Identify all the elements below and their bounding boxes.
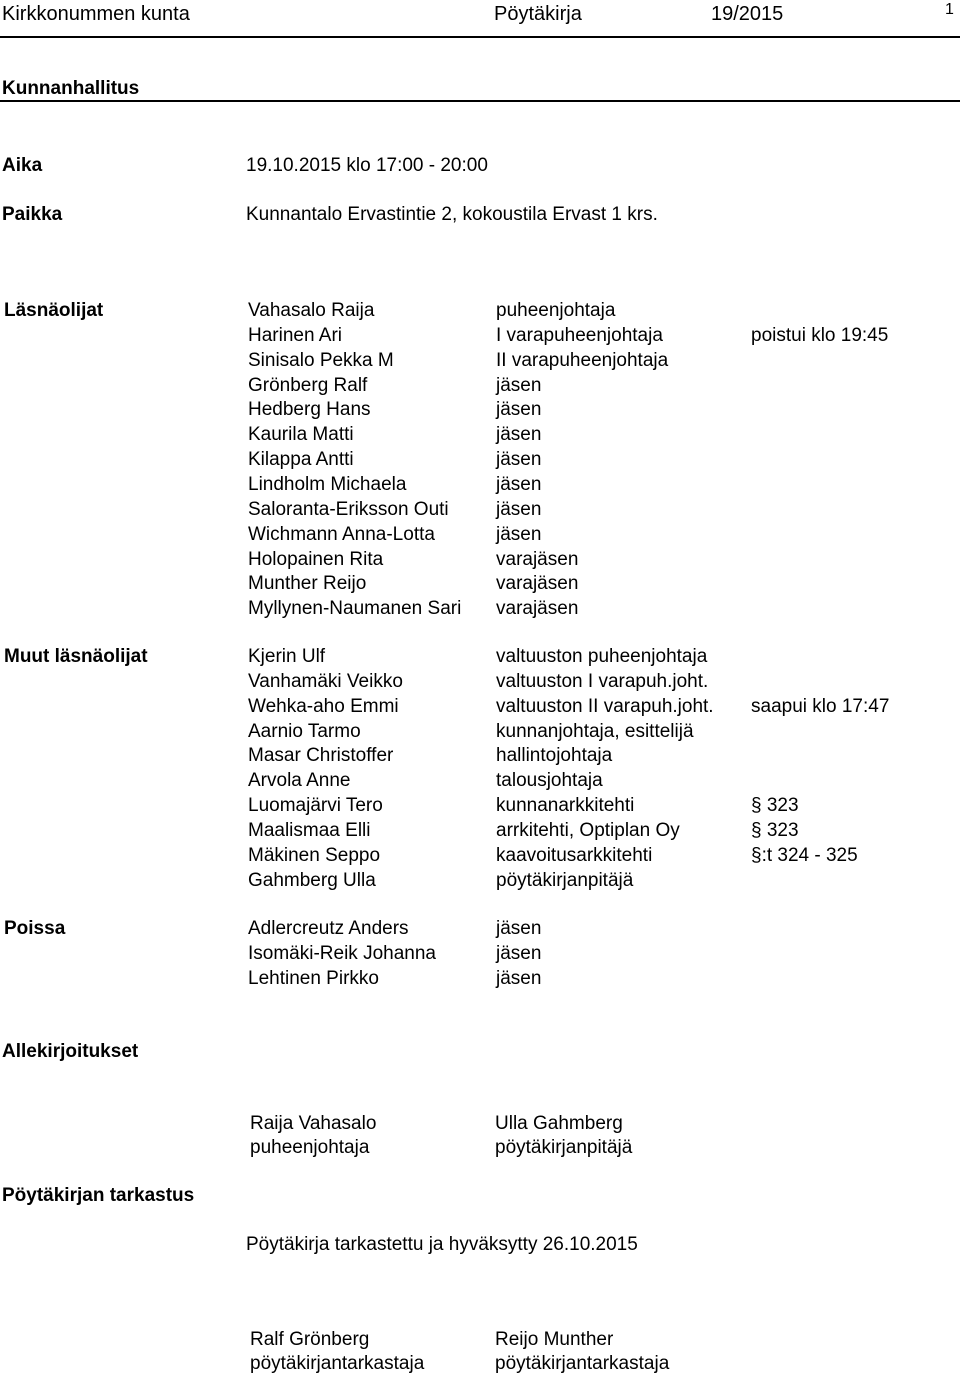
- document-number: 19/2015: [711, 3, 784, 25]
- signer2-role: pöytäkirjanpitäjä: [495, 1137, 633, 1158]
- participant-row: [0, 919, 960, 944]
- reviewer1-name: Ralf Grönberg: [250, 1329, 370, 1350]
- participant-row: [0, 550, 960, 575]
- participant-role: arrkitehti, Optiplan Oy: [496, 819, 680, 841]
- participant-row: [0, 475, 960, 500]
- participant-role: pöytäkirjanpitäjä: [496, 869, 634, 891]
- participant-role: II varapuheenjohtaja: [496, 349, 669, 371]
- participant-name: Wichmann Anna-Lotta: [248, 523, 435, 545]
- participant-role: jäsen: [496, 918, 542, 939]
- reviewer2-role: pöytäkirjantarkastaja: [495, 1353, 670, 1374]
- participant-name: Grönberg Ralf: [248, 374, 368, 396]
- participant-role: varajäsen: [496, 548, 579, 570]
- document-type: Pöytäkirja: [494, 3, 582, 25]
- signer1-name: Raija Vahasalo: [250, 1113, 377, 1134]
- participant-row: [0, 500, 960, 525]
- participant-name: Lehtinen Pirkko: [248, 967, 379, 989]
- participant-name: Sinisalo Pekka M: [248, 349, 394, 371]
- participant-row: [0, 425, 960, 450]
- participant-name: Holopainen Rita: [248, 548, 384, 570]
- participant-role: puheenjohtaja: [496, 300, 616, 321]
- participant-role: valtuuston I varapuh.joht.: [496, 670, 709, 692]
- participant-row: [0, 376, 960, 401]
- signer1-role: puheenjohtaja: [250, 1137, 370, 1158]
- participant-name: Adlercreutz Anders: [248, 918, 409, 939]
- participant-role: jäsen: [496, 424, 542, 446]
- participant-role: jäsen: [496, 942, 542, 964]
- participant-role: jäsen: [496, 523, 542, 545]
- municipality-name: Kirkkonummen kunta: [2, 3, 190, 25]
- participant-name: Arvola Anne: [248, 770, 351, 792]
- participant-row: [0, 846, 960, 871]
- participant-name: Munther Reijo: [248, 573, 367, 595]
- participant-role: jäsen: [496, 498, 542, 520]
- participant-note: § 323: [751, 795, 799, 817]
- signatures-label: Allekirjoitukset: [2, 1041, 139, 1062]
- participant-row: [0, 796, 960, 821]
- participant-role: kaavoitusarkkitehti: [496, 844, 653, 866]
- participant-name: Harinen Ari: [248, 324, 342, 346]
- participant-name: Kaurila Matti: [248, 424, 354, 446]
- participant-name: Wehka-aho Emmi: [248, 695, 399, 717]
- participant-row: [0, 722, 960, 747]
- participant-name: Kilappa Antti: [248, 449, 354, 471]
- participant-row: [0, 400, 960, 425]
- header-divider: [0, 36, 960, 38]
- others-label: Muut läsnäolijat: [4, 646, 148, 667]
- time-value: 19.10.2015 klo 17:00 - 20:00: [246, 155, 488, 176]
- participant-role: jäsen: [496, 399, 542, 421]
- participant-name: Isomäki-Reik Johanna: [248, 942, 436, 964]
- participant-row: [0, 969, 960, 994]
- participant-row: [0, 450, 960, 475]
- participant-name: Lindholm Michaela: [248, 473, 407, 495]
- participant-name: Luomajärvi Tero: [248, 795, 383, 817]
- participant-row: [0, 771, 960, 796]
- participant-name: Myllynen-Naumanen Sari: [248, 598, 462, 620]
- participant-note: saapui klo 17:47: [751, 695, 890, 717]
- participant-row: [0, 301, 960, 326]
- participant-note: § 323: [751, 819, 799, 841]
- participant-name: Hedberg Hans: [248, 399, 371, 421]
- absent-label: Poissa: [4, 918, 66, 939]
- participant-name: Maalismaa Elli: [248, 819, 371, 841]
- participant-name: Vahasalo Raija: [248, 300, 375, 321]
- participant-name: Vanhamäki Veikko: [248, 670, 403, 692]
- page-number: 1: [945, 1, 954, 18]
- participant-role: kunnanjohtaja, esittelijä: [496, 720, 694, 742]
- participant-row: [0, 672, 960, 697]
- review-statement: Pöytäkirja tarkastettu ja hyväksytty 26.10.2015: [246, 1234, 638, 1255]
- participant-row: [0, 326, 960, 351]
- review-label: Pöytäkirjan tarkastus: [2, 1185, 195, 1206]
- participant-role: talousjohtaja: [496, 770, 603, 792]
- participant-row: [0, 871, 960, 896]
- participant-row: [0, 944, 960, 969]
- participant-row: [0, 351, 960, 376]
- participant-row: [0, 697, 960, 722]
- time-label: Aika: [2, 155, 43, 176]
- place-value: Kunnantalo Ervastintie 2, kokoustila Ervast 1 krs.: [246, 204, 658, 225]
- participant-role: I varapuheenjohtaja: [496, 324, 663, 346]
- reviewer2-name: Reijo Munther: [495, 1329, 614, 1350]
- participant-row: [0, 574, 960, 599]
- signer2-name: Ulla Gahmberg: [495, 1113, 623, 1134]
- participant-note: poistui klo 19:45: [751, 324, 889, 346]
- participant-row: [0, 599, 960, 624]
- participant-name: Kjerin Ulf: [248, 646, 326, 667]
- participant-role: jäsen: [496, 374, 542, 396]
- participant-row: [0, 746, 960, 771]
- participant-role: kunnanarkkitehti: [496, 795, 635, 817]
- participant-role: valtuuston puheenjohtaja: [496, 646, 708, 667]
- participant-role: valtuuston II varapuh.joht.: [496, 695, 714, 717]
- participant-row: [0, 647, 960, 672]
- present-label: Läsnäolijat: [4, 300, 104, 321]
- participant-role: hallintojohtaja: [496, 745, 613, 767]
- participant-role: varajäsen: [496, 573, 579, 595]
- place-label: Paikka: [2, 204, 63, 225]
- organ-name: Kunnanhallitus: [2, 78, 140, 99]
- participant-role: jäsen: [496, 473, 542, 495]
- participant-name: Masar Christoffer: [248, 745, 394, 767]
- participant-role: varajäsen: [496, 598, 579, 620]
- organ-divider: [0, 100, 960, 102]
- participant-name: Saloranta-Eriksson Outi: [248, 498, 449, 520]
- participant-row: [0, 525, 960, 550]
- participant-name: Gahmberg Ulla: [248, 869, 376, 891]
- participant-note: §:t 324 - 325: [751, 844, 858, 866]
- participant-role: jäsen: [496, 967, 542, 989]
- reviewer1-role: pöytäkirjantarkastaja: [250, 1353, 425, 1374]
- participant-name: Aarnio Tarmo: [248, 720, 361, 742]
- participant-role: jäsen: [496, 449, 542, 471]
- participant-row: [0, 821, 960, 846]
- participant-name: Mäkinen Seppo: [248, 844, 381, 866]
